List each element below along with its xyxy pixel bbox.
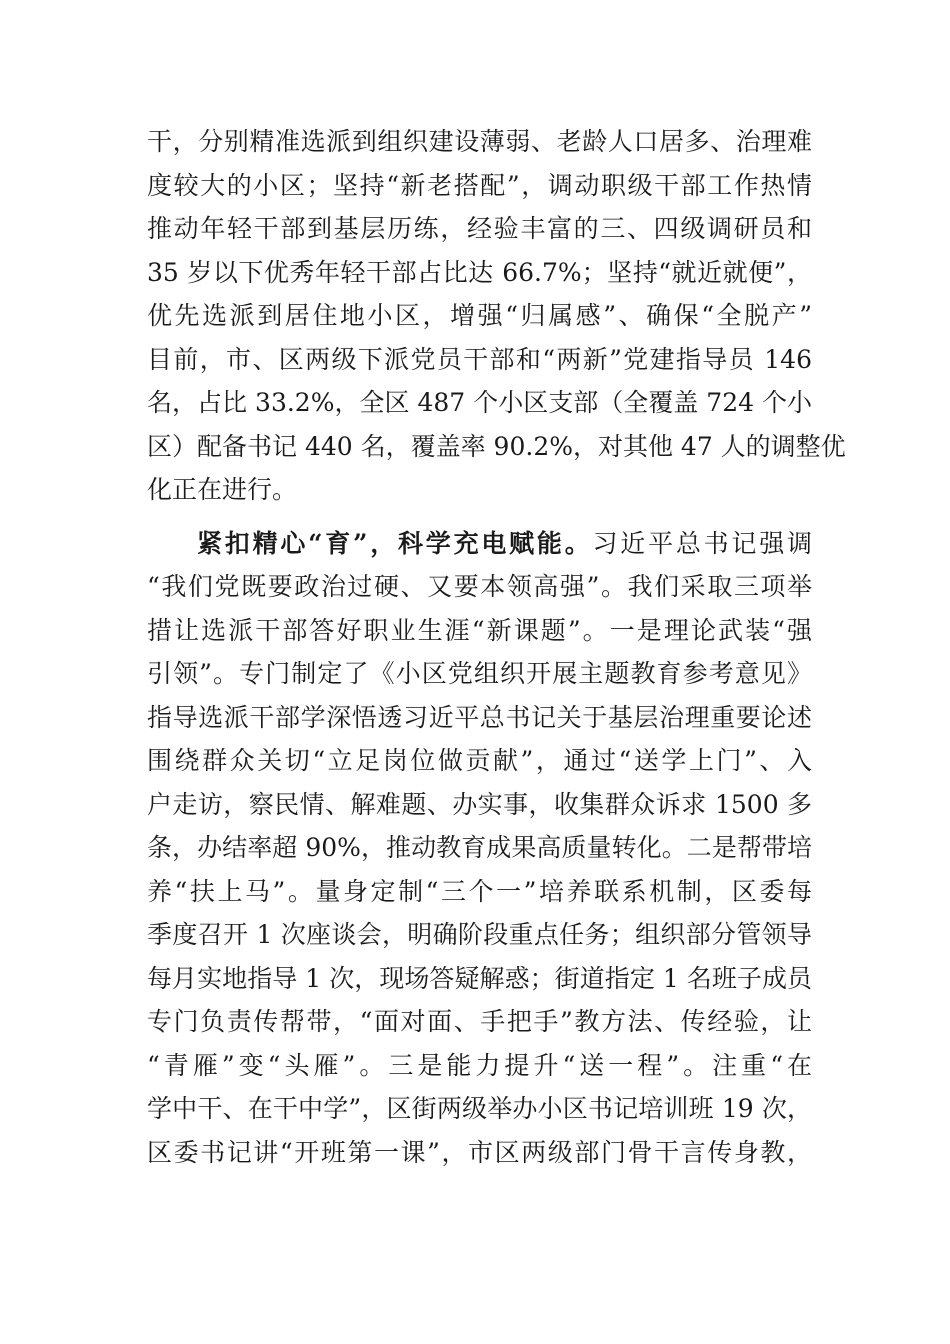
text-line: 35 岁以下优秀年轻干部占比达 66.7%；坚持“就近就便”， [147,257,812,287]
text-line: 户走访，察民情、解难题、办实事，收集群众诉求 1500 多 [147,789,812,819]
text-line: 优先选派到居住地小区，增强“归属感”、确保“全脱产” [147,301,813,330]
text-line: 区委书记讲“开班第一课”，市区两级部门骨干言传身教， [147,1137,812,1167]
text-line: 学中干、在干中学”，区街两级举办小区书记培训班 19 次， [147,1094,812,1123]
text-line: “青雁”变“头雁”。三是能力提升“送一程”。注重“在 [147,1050,812,1080]
text-line: “我们党既要政治过硬、又要本领高强”。我们采取三项举 [147,572,812,601]
text-line: 推动年轻干部到基层历练，经验丰富的三、四级调研员和 [147,214,812,243]
text-line: 围绕群众关切“立足岗位做贡献”，通过“送学上门”、入 [147,746,812,775]
text-line: 指导选派干部学深悟透习近平总书记关于基层治理重要论述 [147,702,812,732]
paragraph-gap [147,512,812,522]
text-line: 条，办结率超 90%，推动教育成果高质量转化。二是帮带培 [147,833,812,862]
text-line: 化正在进行。 [147,475,298,504]
text-line: 季度召开 1 次座谈会，明确阶段重点任务；组织部分管领导 [147,920,812,949]
text-line: 养“扶上马”。量身定制“三个一”培养联系机制，区委每 [147,876,812,906]
text-line: 度较大的小区；坚持“新老搭配”，调动职级干部工作热情 [147,170,812,200]
text-line: 引领”。专门制定了《小区党组织开展主题教育参考意见》 [147,659,812,688]
text-line: 名，占比 33.2%，全区 487 个小区支部（全覆盖 724 个小 [147,388,812,417]
text-line: 每月实地指导 1 次，现场答疑解惑；街道指定 1 名班子成员 [147,963,812,993]
paragraph-heading: 紧扣精心“育”，科学充电赋能。 [197,528,593,558]
heading-line-rest: 习近平总书记强调 [592,528,812,558]
text-line: 专门负责传帮带，“面对面、手把手”教方法、传经验，让 [147,1007,812,1036]
text-line: 干，分别精准选派到组织建设薄弱、老龄人口居多、治理难 [147,127,812,156]
text-line: 措让选派干部答好职业生涯“新课题”。一是理论武装“强 [147,615,812,645]
paragraph-1 [147,120,846,512]
body-text [147,120,846,1174]
text-line-first [147,522,812,566]
paragraph-2 [147,522,812,1175]
text-line: 目前，市、区两级下派党员干部和“两新”党建指导员 146 [147,344,812,374]
text-line: 区）配备书记 440 名，覆盖率 90.2%，对其他 47 人的调整优 [147,431,846,461]
